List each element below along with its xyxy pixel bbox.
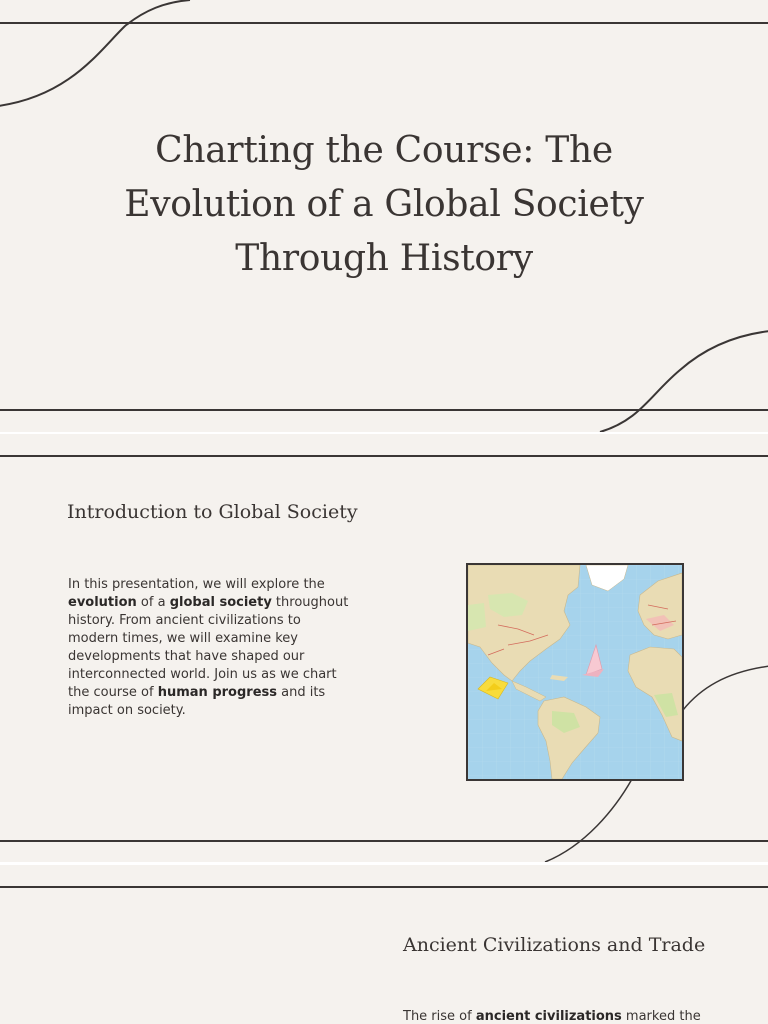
section-heading: Introduction to Global Society [67, 501, 358, 523]
emphasis-human-progress: human progress [157, 685, 277, 700]
world-map-icon [468, 565, 682, 779]
emphasis-global-society: global society [169, 595, 272, 610]
text-run: throughout [271, 595, 349, 610]
text-run: marked the [621, 1009, 701, 1024]
section-heading: Ancient Civilizations and Trade [403, 934, 706, 956]
title-slide [0, 0, 768, 432]
text-run: history. From ancient civilizations to [68, 613, 301, 628]
text-run: The rise of [403, 1009, 476, 1024]
emphasis-ancient-civilizations: ancient civilizations [475, 1009, 622, 1024]
world-map-image [466, 563, 684, 781]
introduction-slide [0, 434, 768, 862]
title-line-2: Evolution of a Global Society [124, 184, 644, 225]
ancient-civilizations-slide [0, 865, 768, 1024]
text-run: of a [136, 595, 170, 610]
text-run: the course of [68, 685, 158, 700]
top-rule [0, 886, 768, 888]
title-line-1: Charting the Course: The [155, 130, 613, 171]
civilizations-paragraph [403, 1008, 743, 1024]
presentation-title [84, 124, 684, 286]
text-run: In this presentation, we will explore the [68, 577, 325, 592]
text-run: modern times, we will examine key [68, 631, 298, 646]
text-run: developments that have shaped our [68, 649, 305, 664]
text-run: and its [277, 685, 326, 700]
text-run: impact on society. [68, 703, 186, 718]
text-run: interconnected world. Join us as we chart [68, 667, 337, 682]
title-line-3: Through History [235, 238, 533, 279]
emphasis-evolution: evolution [68, 595, 137, 610]
